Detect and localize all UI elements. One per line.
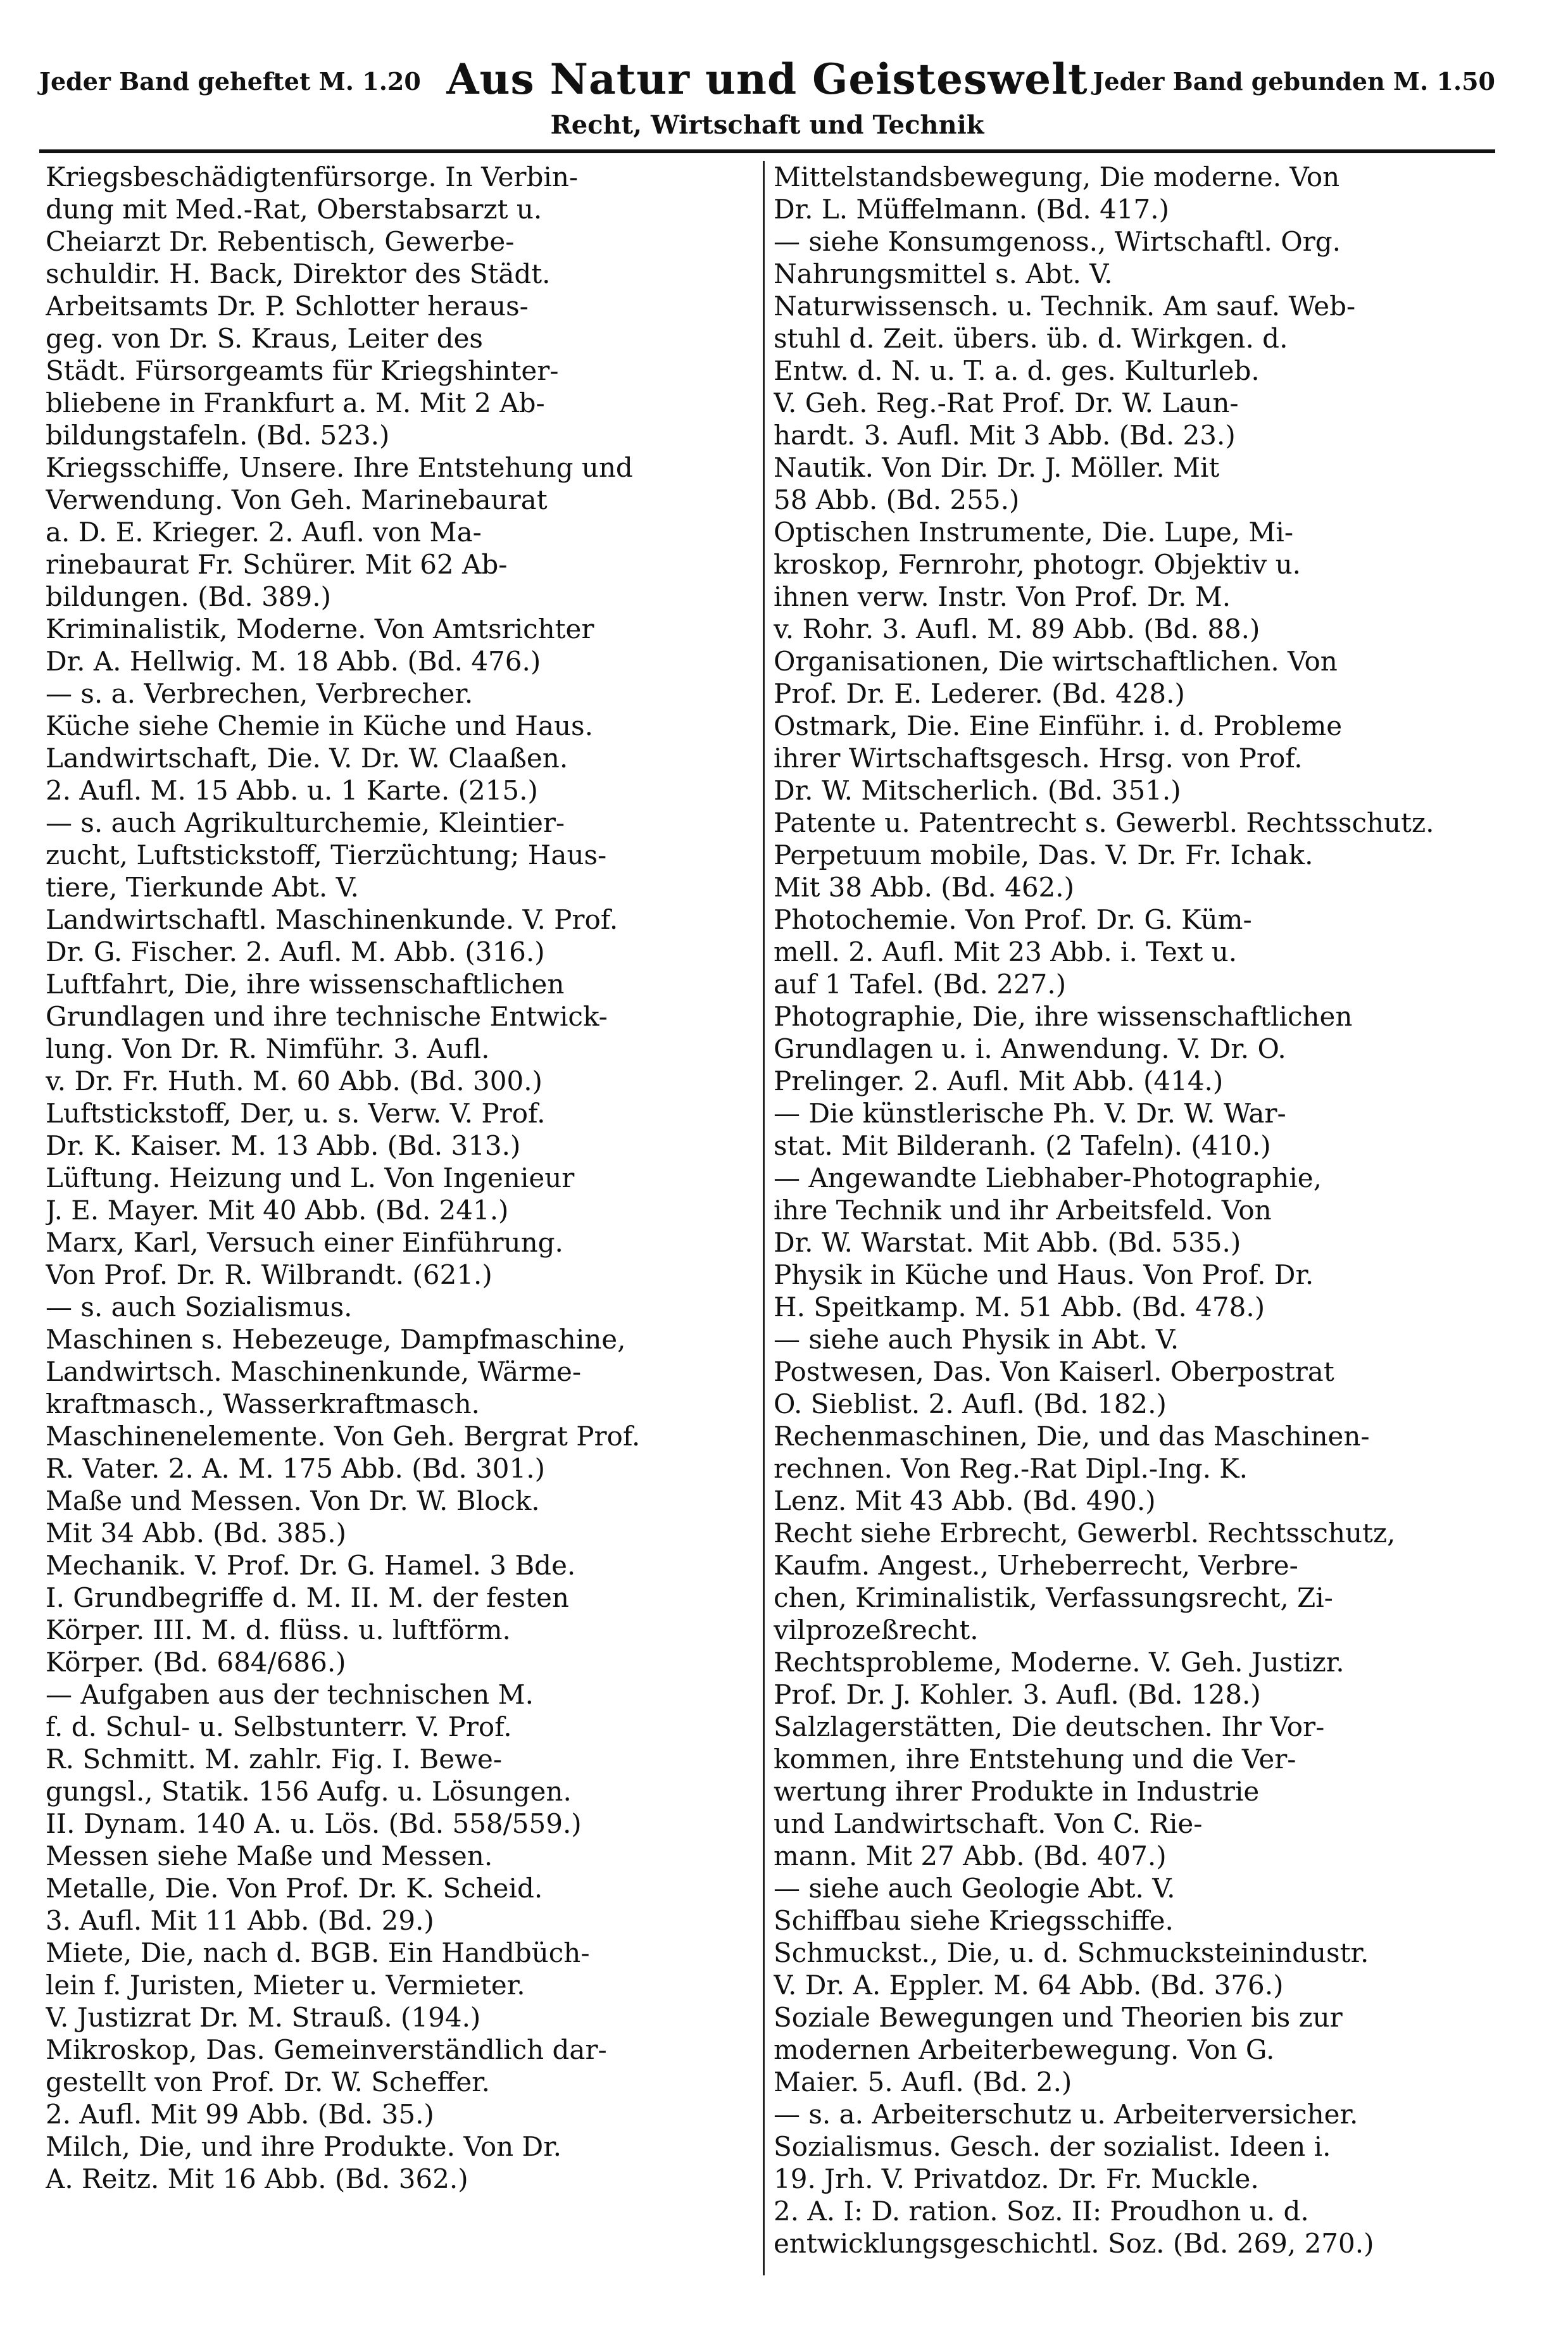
catalog-line: Landwirtschaft, Die. V. Dr. W. Claaßen. (46, 743, 568, 774)
catalog-line: Nautik. Von Dir. Dr. J. Möller. Mit (774, 452, 1220, 483)
catalog-line: Verwendung. Von Geh. Marinebaurat (46, 484, 548, 515)
catalog-line: Kriegsschiffe, Unsere. Ihre Entstehung und (46, 452, 633, 483)
catalog-line: 58 Abb. (Bd. 255.) (774, 484, 1020, 515)
catalog-line: Prelinger. 2. Aufl. Mit Abb. (414.) (774, 1066, 1224, 1097)
catalog-line: Dr. G. Fischer. 2. Aufl. M. Abb. (316.) (46, 936, 545, 967)
catalog-line: kroskop, Fernrohr, photogr. Objektiv u. (774, 549, 1301, 580)
catalog-line: bildungstafeln. (Bd. 523.) (46, 420, 390, 451)
catalog-line: Lenz. Mit 43 Abb. (Bd. 490.) (774, 1485, 1156, 1516)
catalog-line: Physik in Küche und Haus. Von Prof. Dr. (774, 1259, 1314, 1290)
catalog-line: hardt. 3. Aufl. Mit 3 Abb. (Bd. 23.) (774, 420, 1236, 451)
catalog-line: Prof. Dr. J. Kohler. 3. Aufl. (Bd. 128.) (774, 1679, 1261, 1710)
catalog-line: Maschinen s. Hebezeuge, Dampfmaschine, (46, 1324, 626, 1355)
catalog-line: — s. auch Sozialismus. (46, 1292, 353, 1323)
catalog-line: Soziale Bewegungen und Theorien bis zur (774, 2002, 1343, 2033)
catalog-line: — Angewandte Liebhaber-Photographie, (774, 1162, 1322, 1193)
catalog-line: Postwesen, Das. Von Kaiserl. Oberpostrat (774, 1356, 1334, 1387)
catalog-line: O. Sieblist. 2. Aufl. (Bd. 182.) (774, 1388, 1167, 1419)
catalog-line: v. Rohr. 3. Aufl. M. 89 Abb. (Bd. 88.) (774, 613, 1260, 645)
catalog-line: — s. auch Agrikulturchemie, Kleintier- (46, 807, 565, 838)
catalog-line: kraftmasch., Wasserkraftmasch. (46, 1388, 480, 1419)
catalog-line: Grundlagen u. i. Anwendung. V. Dr. O. (774, 1033, 1286, 1064)
catalog-line: rechnen. Von Reg.-Rat Dipl.-Ing. K. (774, 1453, 1248, 1484)
catalog-line: Sozialismus. Gesch. der sozialist. Ideen i. (774, 2131, 1331, 2162)
catalog-line: mann. Mit 27 Abb. (Bd. 407.) (774, 1840, 1167, 1871)
catalog-line: — Aufgaben aus der technischen M. (46, 1679, 534, 1710)
catalog-line: Prof. Dr. E. Lederer. (Bd. 428.) (774, 678, 1185, 709)
catalog-line: Städt. Fürsorgeamts für Kriegshinter- (46, 355, 559, 386)
catalog-line: Metalle, Die. Von Prof. Dr. K. Scheid. (46, 1873, 543, 1904)
catalog-line: Nahrungsmittel s. Abt. V. (774, 258, 1113, 289)
catalog-line: Von Prof. Dr. R. Wilbrandt. (621.) (46, 1259, 492, 1290)
catalog-line: Lüftung. Heizung und L. Von Ingenieur (46, 1162, 575, 1193)
catalog-line: Rechenmaschinen, Die, und das Maschinen- (774, 1421, 1370, 1452)
catalog-line: — s. a. Verbrechen, Verbrecher. (46, 678, 474, 709)
catalog-line: wertung ihrer Produkte in Industrie (774, 1776, 1260, 1807)
right-column (774, 161, 1489, 2260)
catalog-line: ihnen verw. Instr. Von Prof. Dr. M. (774, 581, 1231, 612)
left-column (46, 161, 761, 2195)
catalog-line: a. D. E. Krieger. 2. Aufl. von Ma- (46, 517, 482, 548)
catalog-line: v. Dr. Fr. Huth. M. 60 Abb. (Bd. 300.) (46, 1066, 543, 1097)
catalog-line: J. E. Mayer. Mit 40 Abb. (Bd. 241.) (46, 1195, 509, 1226)
catalog-line: Kriegsbeschädigtenfürsorge. In Verbin- (46, 161, 579, 192)
catalog-line: Optischen Instrumente, Die. Lupe, Mi- (774, 517, 1294, 548)
catalog-line: geg. von Dr. S. Kraus, Leiter des (46, 323, 483, 354)
catalog-line: Schiffbau siehe Kriegsschiffe. (774, 1905, 1174, 1936)
catalog-line: I. Grundbegriffe d. M. II. M. der festen (46, 1582, 569, 1613)
catalog-line: Mit 38 Abb. (Bd. 462.) (774, 872, 1075, 903)
catalog-line: Entw. d. N. u. T. a. d. ges. Kulturleb. (774, 355, 1260, 386)
catalog-line: f. d. Schul- u. Selbstunterr. V. Prof. (46, 1711, 512, 1742)
page-header (39, 49, 1495, 144)
catalog-line: stuhl d. Zeit. übers. üb. d. Wirkgen. d. (774, 323, 1288, 354)
catalog-line: Organisationen, Die wirtschaftlichen. Von (774, 646, 1338, 677)
catalog-line: Maße und Messen. Von Dr. W. Block. (46, 1485, 540, 1516)
catalog-line: Messen siehe Maße und Messen. (46, 1840, 493, 1871)
catalog-line: Arbeitsamts Dr. P. Schlotter heraus- (46, 291, 529, 322)
catalog-line: R. Vater. 2. A. M. 175 Abb. (Bd. 301.) (46, 1453, 545, 1484)
catalog-line: bliebene in Frankfurt a. M. Mit 2 Ab- (46, 387, 545, 418)
catalog-line: dung mit Med.-Rat, Oberstabsarzt u. (46, 194, 543, 225)
catalog-line: Dr. W. Warstat. Mit Abb. (Bd. 535.) (774, 1227, 1241, 1258)
catalog-line: rinebaurat Fr. Schürer. Mit 62 Ab- (46, 549, 508, 580)
catalog-line: mell. 2. Aufl. Mit 23 Abb. i. Text u. (774, 936, 1238, 967)
header-rule (39, 149, 1495, 153)
catalog-line: entwicklungsgeschichtl. Soz. (Bd. 269, 270.) (774, 2228, 1374, 2259)
catalog-line: Kriminalistik, Moderne. Von Amtsrichter (46, 613, 594, 645)
catalog-line: Mikroskop, Das. Gemeinverständlich dar- (46, 2034, 607, 2065)
catalog-line: Mittelstandsbewegung, Die moderne. Von (774, 161, 1340, 192)
price-paperback: Jeder Band geheftet M. 1.20 (39, 67, 421, 96)
catalog-line: Maier. 5. Aufl. (Bd. 2.) (774, 2066, 1072, 2097)
catalog-line: Recht siehe Erbrecht, Gewerbl. Rechtsschutz, (774, 1518, 1396, 1549)
catalog-line: bildungen. (Bd. 389.) (46, 581, 331, 612)
series-title: Aus Natur und Geisteswelt (446, 54, 1088, 104)
catalog-line: Körper. III. M. d. flüss. u. luftförm. (46, 1614, 511, 1645)
catalog-line: modernen Arbeiterbewegung. Von G. (774, 2034, 1275, 2065)
catalog-line: II. Dynam. 140 A. u. Lös. (Bd. 558/559.) (46, 1808, 582, 1839)
catalog-line: tiere, Tierkunde Abt. V. (46, 872, 359, 903)
catalog-line: gestellt von Prof. Dr. W. Scheffer. (46, 2066, 490, 2097)
catalog-line: Landwirtsch. Maschinenkunde, Wärme- (46, 1356, 582, 1387)
catalog-line: lung. Von Dr. R. Nimführ. 3. Aufl. (46, 1033, 490, 1064)
catalog-line: Dr. W. Mitscherlich. (Bd. 351.) (774, 775, 1181, 806)
catalog-line: Ostmark, Die. Eine Einführ. i. d. Probleme (774, 710, 1343, 741)
catalog-line: H. Speitkamp. M. 51 Abb. (Bd. 478.) (774, 1292, 1265, 1323)
catalog-line: Maschinenelemente. Von Geh. Bergrat Prof. (46, 1421, 641, 1452)
catalog-line: Küche siehe Chemie in Küche und Haus. (46, 710, 593, 741)
catalog-line: — siehe Konsumgenoss., Wirtschaftl. Org. (774, 226, 1341, 257)
catalog-line: vilprozeßrecht. (774, 1614, 979, 1645)
catalog-line: — Die künstlerische Ph. V. Dr. W. War- (774, 1098, 1286, 1129)
catalog-line: Patente u. Patentrecht s. Gewerbl. Rechtsschutz. (774, 807, 1434, 838)
catalog-line: 2. Aufl. M. 15 Abb. u. 1 Karte. (215.) (46, 775, 538, 806)
catalog-line: Luftfahrt, Die, ihre wissenschaftlichen (46, 969, 565, 1000)
section-subtitle: Recht, Wirtschaft und Technik (550, 110, 984, 140)
catalog-line: Photochemie. Von Prof. Dr. G. Küm- (774, 904, 1252, 935)
catalog-line: Grundlagen und ihre technische Entwick- (46, 1001, 608, 1032)
catalog-line: zucht, Luftstickstoff, Tierzüchtung; Haus- (46, 840, 607, 871)
price-hardcover: Jeder Band gebunden M. 1.50 (1093, 67, 1495, 96)
catalog-line: Naturwissensch. u. Technik. Am sauf. Web- (774, 291, 1356, 322)
catalog-line: gungsl., Statik. 156 Aufg. u. Lösungen. (46, 1776, 572, 1807)
catalog-line: R. Schmitt. M. zahlr. Fig. I. Bewe- (46, 1744, 503, 1775)
catalog-line: Dr. K. Kaiser. M. 13 Abb. (Bd. 313.) (46, 1130, 521, 1161)
catalog-line: Photographie, Die, ihre wissenschaftlichen (774, 1001, 1353, 1032)
catalog-line: V. Justizrat Dr. M. Strauß. (194.) (46, 2002, 481, 2033)
column-divider (763, 161, 765, 2275)
catalog-line: lein f. Juristen, Mieter u. Vermieter. (46, 1970, 525, 2001)
catalog-line: Marx, Karl, Versuch einer Einführung. (46, 1227, 563, 1258)
catalog-line: Mechanik. V. Prof. Dr. G. Hamel. 3 Bde. (46, 1550, 576, 1581)
catalog-line: Luftstickstoff, Der, u. s. Verw. V. Prof. (46, 1098, 546, 1129)
catalog-line: Schmuckst., Die, u. d. Schmucksteinindustr. (774, 1937, 1369, 1968)
catalog-line: kommen, ihre Entstehung und die Ver- (774, 1744, 1296, 1775)
catalog-line: Dr. A. Hellwig. M. 18 Abb. (Bd. 476.) (46, 646, 541, 677)
catalog-line: Landwirtschaftl. Maschinenkunde. V. Prof. (46, 904, 618, 935)
catalog-line: A. Reitz. Mit 16 Abb. (Bd. 362.) (46, 2163, 468, 2194)
catalog-line: 2. A. I: D. ration. Soz. II: Proudhon u. d. (774, 2196, 1309, 2227)
catalog-line: Mit 34 Abb. (Bd. 385.) (46, 1518, 347, 1549)
catalog-line: 2. Aufl. Mit 99 Abb. (Bd. 35.) (46, 2099, 434, 2130)
catalog-line: Perpetuum mobile, Das. V. Dr. Fr. Ichak. (774, 840, 1314, 871)
catalog-line: stat. Mit Bilderanh. (2 Tafeln). (410.) (774, 1130, 1271, 1161)
catalog-line: V. Dr. A. Eppler. M. 64 Abb. (Bd. 376.) (774, 1970, 1284, 2001)
catalog-line: — siehe auch Physik in Abt. V. (774, 1324, 1179, 1355)
catalog-line: Salzlagerstätten, Die deutschen. Ihr Vor- (774, 1711, 1325, 1742)
catalog-line: ihrer Wirtschaftsgesch. Hrsg. von Prof. (774, 743, 1303, 774)
catalog-line: Kaufm. Angest., Urheberrecht, Verbre- (774, 1550, 1298, 1581)
catalog-line: Dr. L. Müffelmann. (Bd. 417.) (774, 194, 1170, 225)
catalog-line: 3. Aufl. Mit 11 Abb. (Bd. 29.) (46, 1905, 434, 1936)
catalog-line: Miete, Die, nach d. BGB. Ein Handbüch- (46, 1937, 590, 1968)
catalog-line: auf 1 Tafel. (Bd. 227.) (774, 969, 1067, 1000)
catalog-columns (39, 161, 1495, 2288)
catalog-line: ihre Technik und ihr Arbeitsfeld. Von (774, 1195, 1272, 1226)
catalog-line: 19. Jrh. V. Privatdoz. Dr. Fr. Muckle. (774, 2163, 1259, 2194)
catalog-line: — siehe auch Geologie Abt. V. (774, 1873, 1176, 1904)
catalog-line: schuldir. H. Back, Direktor des Städt. (46, 258, 551, 289)
catalog-page (39, 49, 1495, 2303)
catalog-line: Milch, Die, und ihre Produkte. Von Dr. (46, 2131, 562, 2162)
catalog-line: und Landwirtschaft. Von C. Rie- (774, 1808, 1203, 1839)
catalog-line: — s. a. Arbeiterschutz u. Arbeiterversicher. (774, 2099, 1358, 2130)
catalog-line: Rechtsprobleme, Moderne. V. Geh. Justizr. (774, 1647, 1345, 1678)
catalog-line: Cheiarzt Dr. Rebentisch, Gewerbe- (46, 226, 515, 257)
catalog-line: chen, Kriminalistik, Verfassungsrecht, Zi- (774, 1582, 1333, 1613)
catalog-line: V. Geh. Reg.-Rat Prof. Dr. W. Laun- (774, 387, 1239, 418)
catalog-line: Körper. (Bd. 684/686.) (46, 1647, 346, 1678)
